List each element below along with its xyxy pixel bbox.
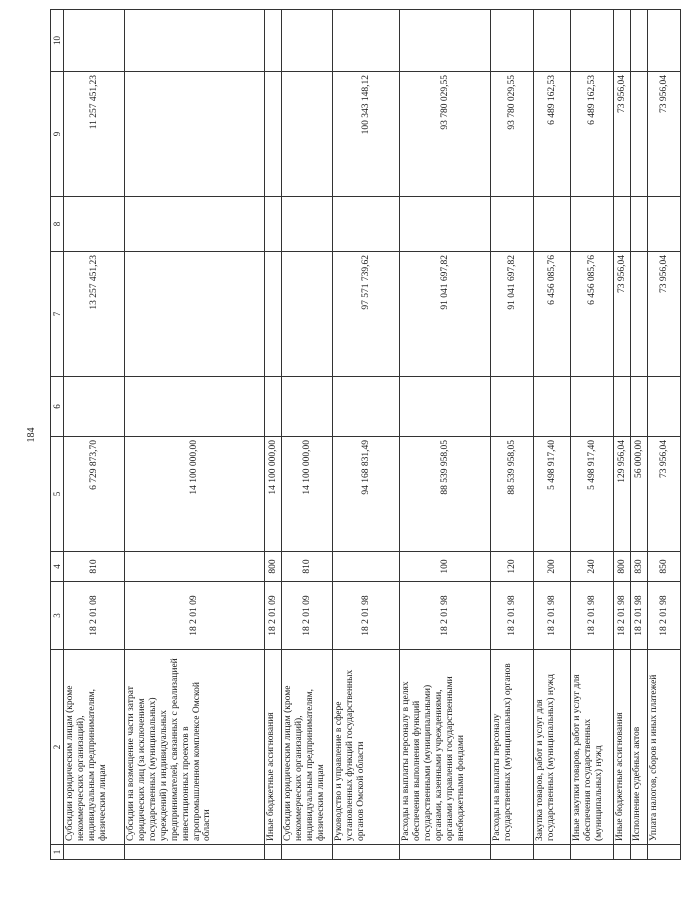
table-row xyxy=(333,10,400,860)
row-value-col7: 91 041 697,82 xyxy=(400,252,491,377)
row-blank-cell xyxy=(125,845,265,860)
row-vr-cell: 800 xyxy=(614,552,631,582)
row-value-col9: 93 780 029,55 xyxy=(400,72,491,197)
row-value-col8 xyxy=(125,197,265,252)
row-value-col7: 97 571 739,62 xyxy=(333,252,400,377)
row-name-cell: Субсидии юридическим лицам (кроме некоммерческих организаций), индивидуальным предпринимателям, физическим лицам xyxy=(282,650,333,845)
row-blank-cell xyxy=(534,845,571,860)
row-value-col5: 14 100 000,00 xyxy=(265,437,282,552)
row-code-cell: 18 2 01 09 xyxy=(265,582,282,650)
row-value-col8 xyxy=(333,197,400,252)
row-value-col7: 73 956,04 xyxy=(614,252,631,377)
column-header: 3 xyxy=(51,582,64,650)
row-value-col6 xyxy=(64,377,125,437)
row-value-col10 xyxy=(265,10,282,72)
row-name-cell: Исполнение судебных актов xyxy=(631,650,648,845)
row-vr-cell: 100 xyxy=(400,552,491,582)
row-code-cell: 18 2 01 09 xyxy=(282,582,333,650)
table-row xyxy=(534,10,571,860)
column-header: 2 xyxy=(51,650,64,845)
row-name-cell: Расходы на выплаты персоналу государственных (муниципальных) органов xyxy=(491,650,534,845)
row-blank-cell xyxy=(491,845,534,860)
row-value-col10 xyxy=(491,10,534,72)
row-value-col9: 73 956,04 xyxy=(648,72,681,197)
row-blank-cell xyxy=(282,845,333,860)
row-value-col7: 73 956,04 xyxy=(648,252,681,377)
row-value-col7 xyxy=(282,252,333,377)
row-value-col10 xyxy=(571,10,614,72)
row-blank-cell xyxy=(400,845,491,860)
row-value-col7: 6 456 085,76 xyxy=(534,252,571,377)
row-value-col8 xyxy=(282,197,333,252)
row-value-col10 xyxy=(648,10,681,72)
column-header: 9 xyxy=(51,72,64,197)
row-value-col8 xyxy=(614,197,631,252)
row-value-col9: 73 956,04 xyxy=(614,72,631,197)
row-value-col6 xyxy=(282,377,333,437)
column-header: 1 xyxy=(51,845,64,860)
row-name-cell: Закупка товаров, работ и услуг для государственных (муниципальных) нужд xyxy=(534,650,571,845)
column-header: 6 xyxy=(51,377,64,437)
row-value-col9: 11 257 451,23 xyxy=(64,72,125,197)
row-value-col8 xyxy=(265,197,282,252)
table-row xyxy=(282,10,333,860)
row-name-cell: Расходы на выплаты персоналу в целях обеспечения выполнения функций государственными (муниципальными) органами, казенными учреждениями, органами управления государственными внебюджетными фондами xyxy=(400,650,491,845)
row-value-col9: 6 489 162,53 xyxy=(534,72,571,197)
row-vr-cell: 120 xyxy=(491,552,534,582)
row-value-col6 xyxy=(571,377,614,437)
table-row xyxy=(491,10,534,860)
row-code-cell: 18 2 01 98 xyxy=(534,582,571,650)
row-code-cell: 18 2 01 08 xyxy=(64,582,125,650)
row-value-col5: 94 168 831,49 xyxy=(333,437,400,552)
column-header: 7 xyxy=(51,252,64,377)
row-code-cell: 18 2 01 98 xyxy=(400,582,491,650)
row-blank-cell xyxy=(333,845,400,860)
row-value-col9 xyxy=(125,72,265,197)
row-value-col7 xyxy=(265,252,282,377)
row-name-cell: Иные закупки товаров, работ и услуг для обеспечения государственных (муниципальных) нужд xyxy=(571,650,614,845)
row-value-col6 xyxy=(333,377,400,437)
row-value-col10 xyxy=(631,10,648,72)
row-value-col7 xyxy=(631,252,648,377)
row-value-col10 xyxy=(64,10,125,72)
row-code-cell: 18 2 01 98 xyxy=(491,582,534,650)
row-vr-cell: 850 xyxy=(648,552,681,582)
row-value-col5: 5 498 917,40 xyxy=(534,437,571,552)
row-value-col6 xyxy=(534,377,571,437)
row-value-col5: 129 956,04 xyxy=(614,437,631,552)
row-value-col7 xyxy=(125,252,265,377)
row-blank-cell xyxy=(571,845,614,860)
column-header: 5 xyxy=(51,437,64,552)
table-row xyxy=(648,10,681,860)
row-code-cell: 18 2 01 98 xyxy=(631,582,648,650)
row-value-col6 xyxy=(400,377,491,437)
row-vr-cell xyxy=(333,552,400,582)
row-value-col5: 88 539 958,05 xyxy=(400,437,491,552)
table-row xyxy=(64,10,125,860)
row-code-cell: 18 2 01 98 xyxy=(571,582,614,650)
row-blank-cell xyxy=(631,845,648,860)
row-value-col10 xyxy=(400,10,491,72)
column-header: 4 xyxy=(51,552,64,582)
row-value-col8 xyxy=(64,197,125,252)
budget-table xyxy=(50,9,681,860)
table-body xyxy=(51,10,681,860)
row-blank-cell xyxy=(648,845,681,860)
row-blank-cell xyxy=(64,845,125,860)
row-name-cell: Иные бюджетные ассигнования xyxy=(614,650,631,845)
row-value-col5: 5 498 917,40 xyxy=(571,437,614,552)
row-value-col6 xyxy=(614,377,631,437)
row-value-col6 xyxy=(125,377,265,437)
table-row xyxy=(125,10,265,860)
row-vr-cell: 800 xyxy=(265,552,282,582)
row-code-cell: 18 2 01 98 xyxy=(614,582,631,650)
row-value-col10 xyxy=(534,10,571,72)
row-value-col6 xyxy=(265,377,282,437)
row-value-col8 xyxy=(400,197,491,252)
row-value-col5: 6 729 873,70 xyxy=(64,437,125,552)
row-value-col5: 14 100 000,00 xyxy=(282,437,333,552)
row-value-col8 xyxy=(534,197,571,252)
row-value-col8 xyxy=(571,197,614,252)
rotated-page xyxy=(26,10,669,860)
row-value-col7: 13 257 451,23 xyxy=(64,252,125,377)
row-value-col8 xyxy=(631,197,648,252)
row-value-col9: 6 489 162,53 xyxy=(571,72,614,197)
row-vr-cell: 810 xyxy=(282,552,333,582)
row-value-col7: 91 041 697,82 xyxy=(491,252,534,377)
row-value-col6 xyxy=(631,377,648,437)
row-value-col8 xyxy=(648,197,681,252)
row-name-cell: Субсидии на возмещение части затрат юридических лиц (за исключением государственных (муниципальных) учреждений) и индивидуальных предпринимателей, связанных с реализацией инвестиционных проектов в агропромышленном комплексе Омской области xyxy=(125,650,265,845)
column-header: 8 xyxy=(51,197,64,252)
row-value-col9 xyxy=(282,72,333,197)
row-code-cell: 18 2 01 98 xyxy=(333,582,400,650)
row-value-col5: 73 956,04 xyxy=(648,437,681,552)
row-value-col7: 6 456 085,76 xyxy=(571,252,614,377)
row-value-col6 xyxy=(491,377,534,437)
row-value-col9: 93 780 029,55 xyxy=(491,72,534,197)
page-number: 184 xyxy=(26,427,37,443)
row-value-col10 xyxy=(125,10,265,72)
row-blank-cell xyxy=(614,845,631,860)
row-name-cell: Уплата налогов, сборов и иных платежей xyxy=(648,650,681,845)
row-name-cell: Субсидии юридическим лицам (кроме некоммерческих организаций), индивидуальным предпринимателям, физическим лицам xyxy=(64,650,125,845)
row-value-col10 xyxy=(614,10,631,72)
row-value-col10 xyxy=(282,10,333,72)
column-number-row xyxy=(51,10,64,860)
table-row xyxy=(631,10,648,860)
row-value-col8 xyxy=(491,197,534,252)
row-vr-cell xyxy=(125,552,265,582)
table-row xyxy=(265,10,282,860)
row-value-col5: 56 000,00 xyxy=(631,437,648,552)
row-vr-cell: 830 xyxy=(631,552,648,582)
row-value-col6 xyxy=(648,377,681,437)
row-value-col9: 100 343 148,12 xyxy=(333,72,400,197)
row-value-col9 xyxy=(631,72,648,197)
row-blank-cell xyxy=(265,845,282,860)
row-value-col10 xyxy=(333,10,400,72)
row-code-cell: 18 2 01 09 xyxy=(125,582,265,650)
row-value-col9 xyxy=(265,72,282,197)
row-name-cell: Руководство и управление в сфере установленных функций государственных органов Омской области xyxy=(333,650,400,845)
row-name-cell: Иные бюджетные ассигнования xyxy=(265,650,282,845)
row-value-col5: 14 100 000,00 xyxy=(125,437,265,552)
row-value-col5: 88 539 958,05 xyxy=(491,437,534,552)
table-row xyxy=(614,10,631,860)
table-row xyxy=(571,10,614,860)
column-header: 10 xyxy=(51,10,64,72)
row-vr-cell: 200 xyxy=(534,552,571,582)
row-vr-cell: 810 xyxy=(64,552,125,582)
row-code-cell: 18 2 01 98 xyxy=(648,582,681,650)
row-vr-cell: 240 xyxy=(571,552,614,582)
table-row xyxy=(400,10,491,860)
